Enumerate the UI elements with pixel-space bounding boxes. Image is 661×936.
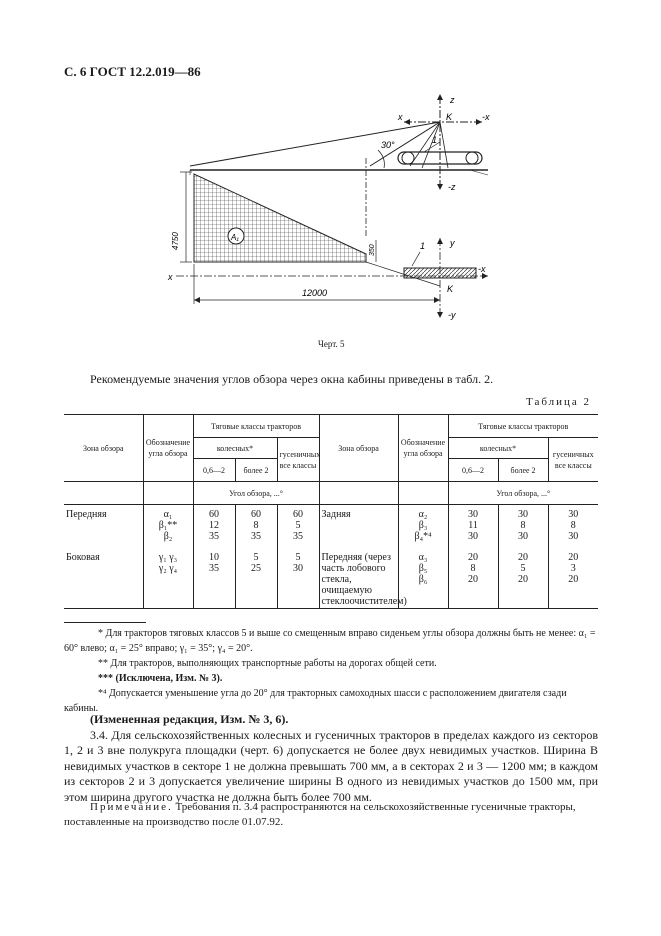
th-c2-left: более 2 [235,459,277,482]
label-k-bottom: K [447,284,454,294]
th-classes-left: Тяговые классы тракторов [193,415,319,438]
cell-value: 30 [468,531,479,542]
cell-value: 30 [568,509,579,520]
th-c1-right: 0,6—2 [448,459,498,482]
label-y: y [450,238,455,248]
label-z: z [450,95,455,105]
label-minus-x-bottom: -x [478,264,486,274]
cell-value: 35 [209,563,219,574]
th-sym-right: Обозначение угла обзора [398,415,448,482]
cell-value: 30 [293,563,304,574]
label-1-top: 1 [432,135,438,145]
cell-zone: Боковая [64,542,143,609]
th-sym-left: Обозначение угла обзора [143,415,193,482]
footnotes [64,626,598,716]
label-k-top: K [446,112,453,122]
th-classes-right: Тяговые классы тракторов [448,415,598,438]
th-units-left: Угол обзора, ...° [193,482,319,505]
cell-zone: Передняя (через часть лобового стекла, очищаемую стеклоочистителем) [319,542,398,609]
cell-value: 20 [468,552,479,563]
label-minus-z: -z [448,182,456,192]
cell-value: 30 [518,509,529,520]
cell-sym: α₁ [163,509,173,520]
cell-value: 30 [568,531,579,542]
cell-value: 35 [251,531,261,542]
note-text: Требования п. 3.4 распространяются на сельскохозяйственные гусеничные тракторы, поставленные на производство после 01.07.92. [64,801,576,828]
cell-sym: γ₂ γ₄ [158,563,178,574]
cell-value: 12 [209,520,219,531]
cell-value: 8 [470,563,476,574]
cell-zone: Передняя [66,509,107,520]
label-x-bottom: x [168,272,173,282]
th-wheeled-left: колесных* [193,438,277,459]
main-text [64,712,598,805]
cell-value: 3 [570,563,576,574]
cell-value: 11 [468,520,478,531]
note-label: Примечание. [90,801,173,813]
cell-value: 20 [568,574,579,585]
intro-text: Рекомендуемые значения углов обзора через окна кабины приведены в табл. 2. [90,372,494,386]
cell-value: 5 [295,520,301,531]
cell-value: 60 [251,509,261,520]
cell-value: 20 [518,552,529,563]
cell-value: 10 [209,552,219,563]
label-12000: 12000 [302,288,328,298]
cell-value: 30 [468,509,479,520]
cell-value: 20 [568,552,579,563]
cell-value: 8 [570,520,576,531]
cell-value: 20 [468,574,479,585]
cell-sym: γ₁ γ₃ [158,552,178,563]
footnote-4: *⁴ Допускается уменьшение угла до 20° для тракторных самоходных шасси с расположением двигателя сзади кабины. [64,688,567,714]
paragraph-3-4: 3.4. Для сельскохозяйственных колесных и гусеничных тракторов в пределах каждого из секторов 1, 2 и 3 вне полукруга площадки (черт. 6) допускается не более двух невидимых участков. Ширина B невидимых участков в секторе 1 не должна превышать 700 мм, а в секторах 2 и 3 — 1200 мм; в каждом из секторов 2 и 3 допускается увеличение ширины B одного из невидимых участков до 1500 мм, при этом ширина другого участка не должна быть более 700 мм. [64,727,598,804]
cell-sym: β₆ [418,574,428,585]
cell-sym: β₃ [418,520,428,531]
figure-diagram [160,88,500,328]
label-angle: 30° [381,140,395,150]
angles-table [64,414,598,609]
footnote-1: * Для тракторов тяговых классов 5 и выше со смещенным вправо сиденьем углы обзора должны быть не менее: α₁ = 60° влево; α₁ = 25° вправо; γ₁ = 35°; γ₄ = 20°. [64,628,596,654]
label-x: x [398,112,403,122]
th-zone-left: Зона обзора [64,415,143,482]
label-minus-y: -y [448,310,456,320]
cell-value: 30 [518,531,529,542]
note [64,800,598,830]
footnote-2: ** Для тракторов, выполняющих транспортные работы на дорогах общей сети. [98,658,437,669]
label-a1: A₁ [231,233,239,242]
cell-zone: Задняя [319,505,398,543]
edition-note: (Измененная редакция, Изм. № 3, 6). [90,712,289,726]
th-tracked-right: гусеничных все классы [548,438,598,482]
label-1-bottom: 1 [420,241,426,251]
th-c2-right: более 2 [498,459,548,482]
cell-value: 8 [520,520,526,531]
cell-value: 5 [520,563,526,574]
cell-value: 8 [253,520,259,531]
cell-value: 5 [295,552,301,563]
cell-value: 60 [293,509,304,520]
table-title: Таблица 2 [526,396,592,408]
cell-value: 35 [209,531,219,542]
label-minus-x: -x [482,112,490,122]
cell-sym: α₂ [418,509,428,520]
cell-value: 5 [253,552,259,563]
figure-caption: Черт. 5 [318,339,345,349]
page-header: С. 6 ГОСТ 12.2.019—86 [64,64,201,79]
th-tracked-left: гусеничных все классы [277,438,319,482]
cell-value: 35 [293,531,304,542]
footnote-3: *** (Исключена, Изм. № 3). [98,673,223,684]
cell-value: 60 [209,509,219,520]
cell-sym: β₅ [418,563,428,574]
hatched-area-a1 [194,174,366,262]
cell-sym: α₃ [418,552,428,563]
cell-value: 25 [251,563,261,574]
cell-sym: β₄*⁴ [414,531,432,542]
th-c1-left: 0,6—2 [193,459,235,482]
th-wheeled-right: колесных* [448,438,548,459]
th-units-right: Угол обзора, ...° [448,482,598,505]
label-4750: 4750 [171,232,180,250]
th-zone-right: Зона обзора [319,415,398,482]
label-350: 350 [369,244,376,256]
footnote-rule [64,622,146,623]
cell-value: 20 [518,574,529,585]
cell-sym: β₂ [163,531,173,542]
cell-sym: β₁** [158,520,178,531]
